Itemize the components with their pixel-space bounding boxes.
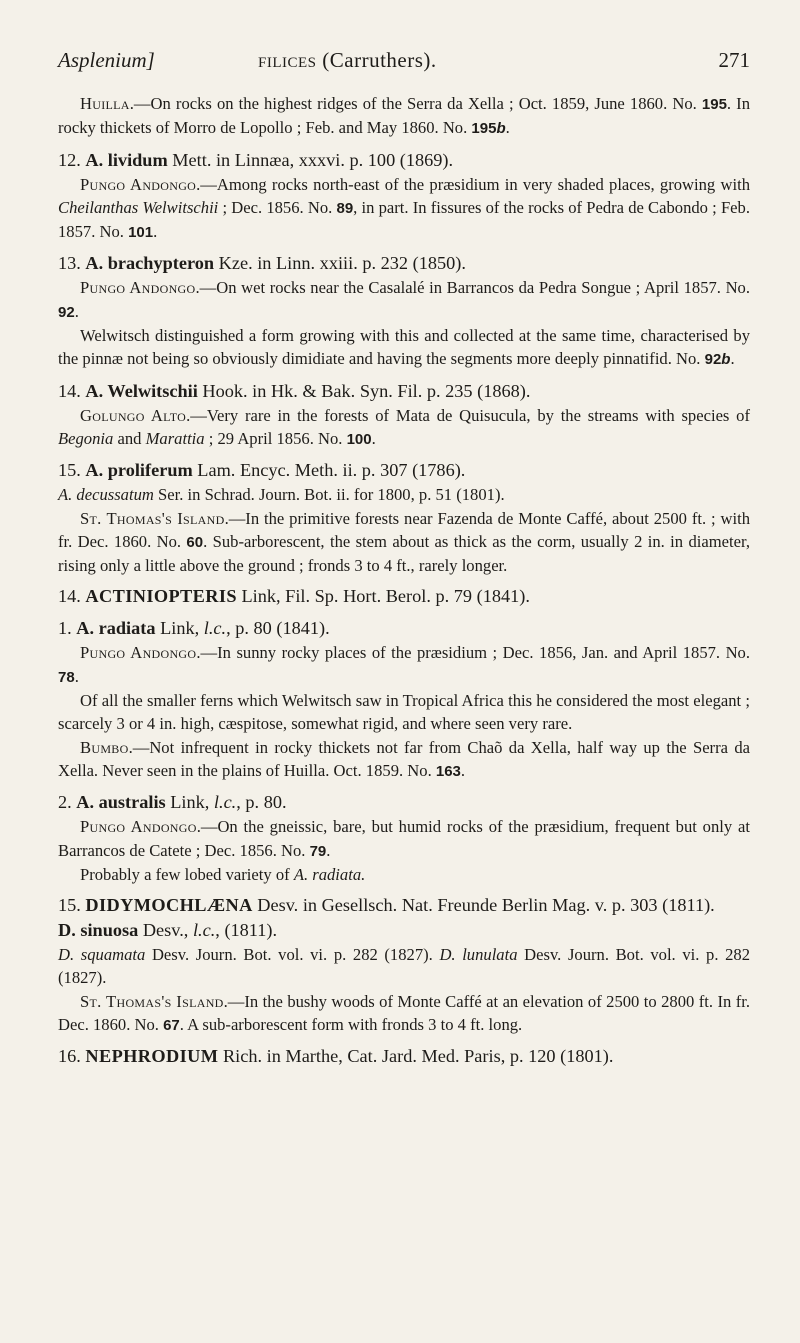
paragraph: A. decussatum Ser. in Schrad. Journ. Bot. ii. for 1800, p. 51 (1801). <box>58 485 505 505</box>
running-head-genus: Asplenium] <box>58 48 155 72</box>
paragraph: Huilla.—On rocks on the highest ridges of the Serra da Xella ; Oct. 1859, June 1860. No. 195. In rocky thickets of Morro de Lopollo ; Feb. and May 1860. No. 195b. <box>58 94 751 138</box>
paragraph: Bumbo.—Not infrequent in rocky thickets not far from Chaõ da Xella, half way up the Serra da Xella. Never seen in the plains of Huilla. Oct. 1859. No. 163. <box>58 737 750 780</box>
text-body <box>58 92 750 1069</box>
paragraph: Welwitsch distinguished a form growing with this and collected at the same time, characterised by the pinnæ not being so obviously dimidiate and having the segments more deeply pinnatifid. No. 92b. <box>58 326 750 369</box>
paragraph: St. Thomas's Island.—In the primitive forests near Fazenda de Monte Caffé, about 2500 ft. ; with fr. Dec. 1860. No. 60. Sub-arborescent, the stem about as thick as the corm, usually 2 in. in diameter, rising only a little above the ground ; fronds 3 to 4 ft., rarely longer. <box>58 508 750 576</box>
paragraph: St. Thomas's Island.—In the bushy woods of Monte Caffé at an elevation of 2500 to 2800 ft. In fr. Dec. 1860. No. 67. A sub-arborescent form with fronds 3 to 4 ft. long. <box>58 991 750 1035</box>
paragraph: Pungo Andongo.—Among rocks north-east of the præsidium in very shaded places, growing with Cheilanthas Welwitschii ; Dec. 1856. No. 89, in part. In fissures of the rocks of Pedra de Cabondo ; Feb. 1857. No. 101. <box>58 174 750 242</box>
running-head-title <box>258 48 437 73</box>
paragraph: Golungo Alto.—Very rare in the forests of Mata de Quisucula, by the streams with species of Begonia and Marattia ; 29 April 1856. No. 100. <box>58 405 750 448</box>
entry-heading: 1. A. radiata Link, l.c., p. 80 (1841). <box>58 618 330 639</box>
running-head-family: filices <box>258 48 317 72</box>
entry-heading: 13. A. brachypteron Kze. in Linn. xxiii. p. 232 (1850). <box>58 253 466 274</box>
page-number: 271 <box>718 48 750 72</box>
entry-heading: 14. A. Welwitschii Hook. in Hk. & Bak. Syn. Fil. p. 235 (1868). <box>58 380 531 401</box>
paragraph: Pungo Andongo.—On wet rocks near the Casalalé in Barrancos da Pedra Songue ; April 1857. No. 92. <box>58 278 750 321</box>
paragraph: Pungo Andongo.—On the gneissic, bare, but humid rocks of the præsidium, frequent but only at Barrancos de Catete ; Dec. 1856. No. 79. <box>58 817 750 860</box>
paragraph: Pungo Andongo.—In sunny rocky places of the præsidium ; Dec. 1856, Jan. and April 1857. No. 78. <box>58 643 750 686</box>
paragraph: D. squamata Desv. Journ. Bot. vol. vi. p. 282 (1827). D. lunulata Desv. Journ. Bot. vol. vi. p. 282 (1827). <box>58 945 750 988</box>
entry-heading: 12. A. lividum Mett. in Linnæa, xxxvi. p. 100 (1869). <box>58 149 454 170</box>
entry-heading: 14. ACTINIOPTERIS Link, Fil. Sp. Hort. Berol. p. 79 (1841). <box>58 586 530 607</box>
entry-heading: 2. A. australis Link, l.c., p. 80. <box>58 792 287 813</box>
running-head-author: (Carruthers). <box>316 48 437 72</box>
paragraph: Of all the smaller ferns which Welwitsch saw in Tropical Africa this he considered the most elegant ; scarcely 3 or 4 in. high, cæspitose, somewhat rigid, and where seen very rare. <box>58 691 750 734</box>
entry-heading: 16. NEPHRODIUM Rich. in Marthe, Cat. Jard. Med. Paris, p. 120 (1801). <box>58 1046 614 1067</box>
running-head <box>58 40 750 82</box>
entry-heading: 15. DIDYMOCHLÆNA Desv. in Gesellsch. Nat. Freunde Berlin Mag. v. p. 303 (1811). <box>58 895 715 916</box>
entry-heading: 15. A. proliferum Lam. Encyc. Meth. ii. p. 307 (1786). <box>58 460 466 481</box>
entry-heading: D. sinuosa Desv., l.c., (1811). <box>58 920 278 941</box>
paragraph: Probably a few lobed variety of A. radiata. <box>80 864 366 884</box>
